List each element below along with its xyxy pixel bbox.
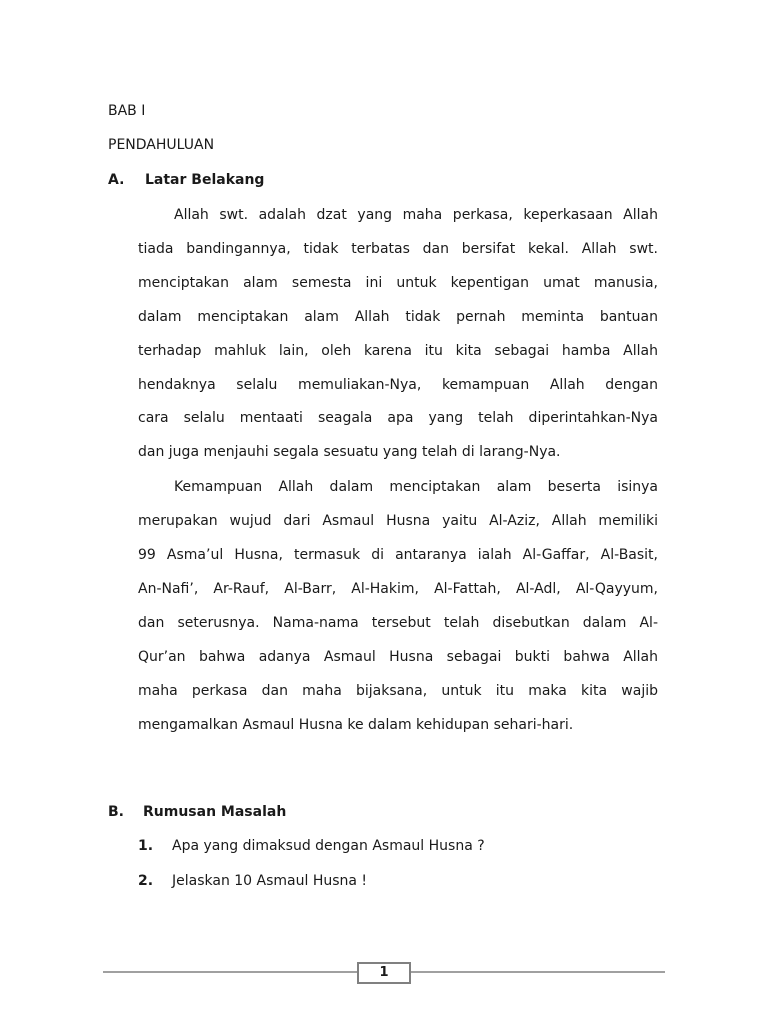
list-item: Apa yang dimaksud dengan Asmaul Husna ? bbox=[172, 838, 485, 854]
paragraph-line: An-Nafi’, Ar-Rauf, Al-Barr, Al-Hakim, Al-Fattah, Al-Adl, Al-Qayyum, bbox=[138, 581, 658, 597]
list-number: 2. bbox=[138, 873, 154, 889]
paragraph-line: dalam menciptakan alam Allah tidak pernah meminta bantuan bbox=[138, 309, 658, 325]
section-a-title: Latar Belakang bbox=[145, 172, 265, 188]
paragraph-line: terhadap mahluk lain, oleh karena itu kita sebagai hamba Allah bbox=[138, 343, 658, 359]
list-number: 1. bbox=[138, 838, 154, 854]
paragraph-line: menciptakan alam semesta ini untuk kepentigan umat manusia, bbox=[138, 275, 658, 291]
paragraph-line: 99 Asma’ul Husna, termasuk di antaranya ialah Al-Gaffar, Al-Basit, bbox=[138, 547, 658, 563]
section-b-title: Rumusan Masalah bbox=[143, 804, 287, 820]
paragraph-line: merupakan wujud dari Asmaul Husna yaitu Al-Aziz, Allah memiliki bbox=[138, 513, 658, 529]
paragraph-line: tiada bandingannya, tidak terbatas dan bersifat kekal. Allah swt. bbox=[138, 241, 658, 257]
paragraph-line: dan seterusnya. Nama-nama tersebut telah disebutkan dalam Al- bbox=[138, 615, 658, 631]
paragraph-line: hendaknya selalu memuliakan-Nya, kemampuan Allah dengan bbox=[138, 377, 658, 393]
section-b-marker: B. bbox=[108, 804, 124, 820]
chapter-label: BAB I bbox=[108, 103, 146, 119]
paragraph-line: dan juga menjauhi segala sesuatu yang telah di larang-Nya. bbox=[138, 444, 561, 460]
paragraph-line: Allah swt. adalah dzat yang maha perkasa, keperkasaan Allah bbox=[174, 207, 658, 223]
chapter-title: PENDAHULUAN bbox=[108, 137, 215, 153]
page-number: 1 bbox=[357, 962, 411, 984]
paragraph-line: mengamalkan Asmaul Husna ke dalam kehidupan sehari-hari. bbox=[138, 717, 574, 733]
paragraph-line: cara selalu mentaati seagala apa yang telah diperintahkan-Nya bbox=[138, 410, 658, 426]
paragraph-line: maha perkasa dan maha bijaksana, untuk itu maka kita wajib bbox=[138, 683, 658, 699]
paragraph-line: Kemampuan Allah dalam menciptakan alam beserta isinya bbox=[174, 479, 658, 495]
paragraph-line: Qur’an bahwa adanya Asmaul Husna sebagai bukti bahwa Allah bbox=[138, 649, 658, 665]
list-item: Jelaskan 10 Asmaul Husna ! bbox=[172, 873, 368, 889]
section-a-marker: A. bbox=[108, 172, 125, 188]
